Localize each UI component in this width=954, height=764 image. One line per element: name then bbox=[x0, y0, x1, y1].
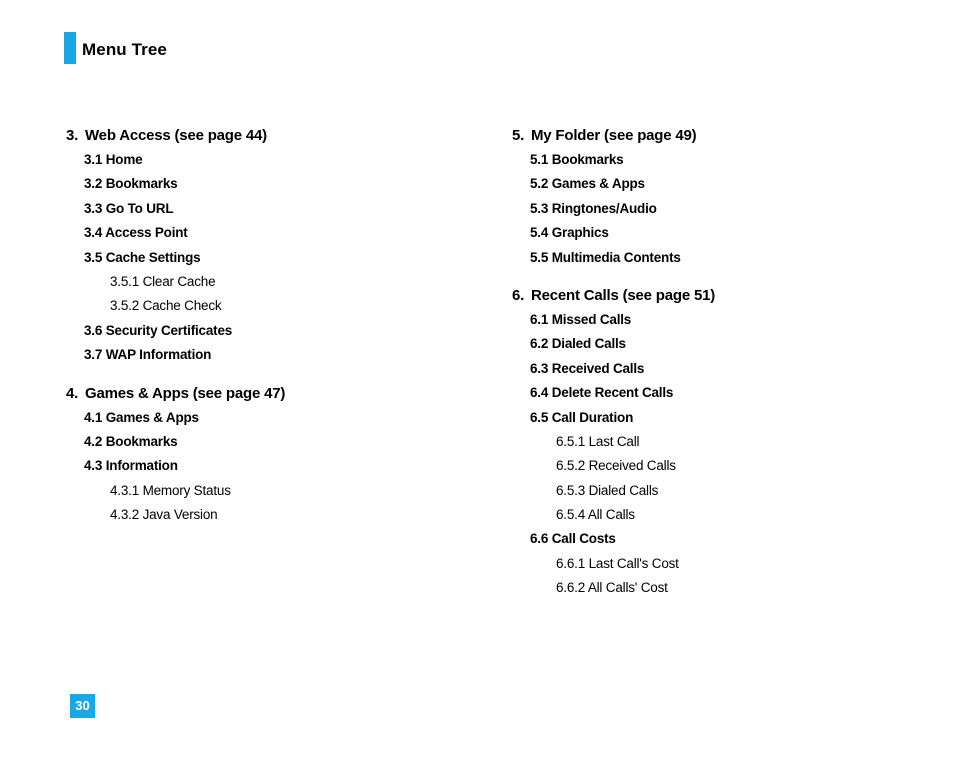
section-title bbox=[512, 284, 715, 308]
submenu-item: 3.5.1 Clear Cache bbox=[110, 273, 216, 289]
menu-item: 5.4 Graphics bbox=[530, 225, 609, 241]
menu-item: 6.6 Call Costs bbox=[530, 531, 616, 547]
menu-item: 3.2 Bookmarks bbox=[84, 176, 178, 192]
menu-item: 3.7 WAP Information bbox=[84, 347, 212, 363]
menu-item: 6.5 Call Duration bbox=[530, 409, 634, 425]
menu-item: 3.1 Home bbox=[84, 152, 143, 167]
section-number: 3. bbox=[66, 127, 79, 144]
header-accent-bar bbox=[64, 32, 76, 64]
menu-section bbox=[66, 124, 285, 368]
menu-item: 3.5 Cache Settings bbox=[84, 249, 201, 265]
section-title-text: My Folder (see page 49) bbox=[531, 127, 697, 144]
section-title bbox=[512, 124, 715, 148]
menu-item: 4.1 Games & Apps bbox=[84, 409, 199, 425]
submenu-item: 6.5.1 Last Call bbox=[556, 433, 640, 449]
section-number: 6. bbox=[512, 286, 525, 304]
submenu-item: 6.6.1 Last Call's Cost bbox=[556, 555, 679, 571]
page-title: Menu Tree bbox=[82, 40, 167, 59]
section-title bbox=[66, 124, 285, 148]
menu-item: 6.3 Received Calls bbox=[530, 360, 645, 376]
submenu-item: 4.3.1 Memory Status bbox=[110, 482, 231, 498]
menu-item: 6.1 Missed Calls bbox=[530, 311, 632, 327]
left-column bbox=[66, 124, 285, 541]
submenu-item: 6.5.2 Received Calls bbox=[556, 458, 676, 474]
menu-item: 5.5 Multimedia Contents bbox=[530, 249, 681, 265]
menu-section bbox=[512, 124, 715, 270]
menu-item: 6.2 Dialed Calls bbox=[530, 336, 626, 352]
page-number-badge: 30 bbox=[70, 694, 95, 718]
menu-item: 5.1 Bookmarks bbox=[530, 152, 624, 167]
section-title-text: Games & Apps (see page 47) bbox=[85, 384, 286, 402]
submenu-item: 6.6.2 All Calls' Cost bbox=[556, 580, 668, 596]
menu-item: 3.3 Go To URL bbox=[84, 200, 174, 216]
right-column bbox=[512, 124, 715, 615]
submenu-item: 6.5.4 All Calls bbox=[556, 507, 635, 523]
menu-item: 3.4 Access Point bbox=[84, 225, 188, 241]
submenu-item: 6.5.3 Dialed Calls bbox=[556, 482, 659, 498]
section-title-text: Web Access (see page 44) bbox=[85, 127, 267, 144]
menu-item: 3.6 Security Certificates bbox=[84, 322, 233, 338]
menu-item: 4.3 Information bbox=[84, 458, 178, 474]
menu-section bbox=[512, 284, 715, 601]
submenu-item: 3.5.2 Cache Check bbox=[110, 298, 222, 314]
section-number: 4. bbox=[66, 384, 79, 402]
menu-item: 4.2 Bookmarks bbox=[84, 433, 178, 449]
section-number: 5. bbox=[512, 127, 525, 144]
section-title-text: Recent Calls (see page 51) bbox=[531, 286, 716, 304]
submenu-item: 4.3.2 Java Version bbox=[110, 507, 218, 523]
menu-item: 5.3 Ringtones/Audio bbox=[530, 200, 657, 216]
menu-section bbox=[66, 382, 285, 528]
menu-item: 5.2 Games & Apps bbox=[530, 176, 645, 192]
menu-item: 6.4 Delete Recent Calls bbox=[530, 385, 674, 401]
section-title bbox=[66, 382, 285, 406]
